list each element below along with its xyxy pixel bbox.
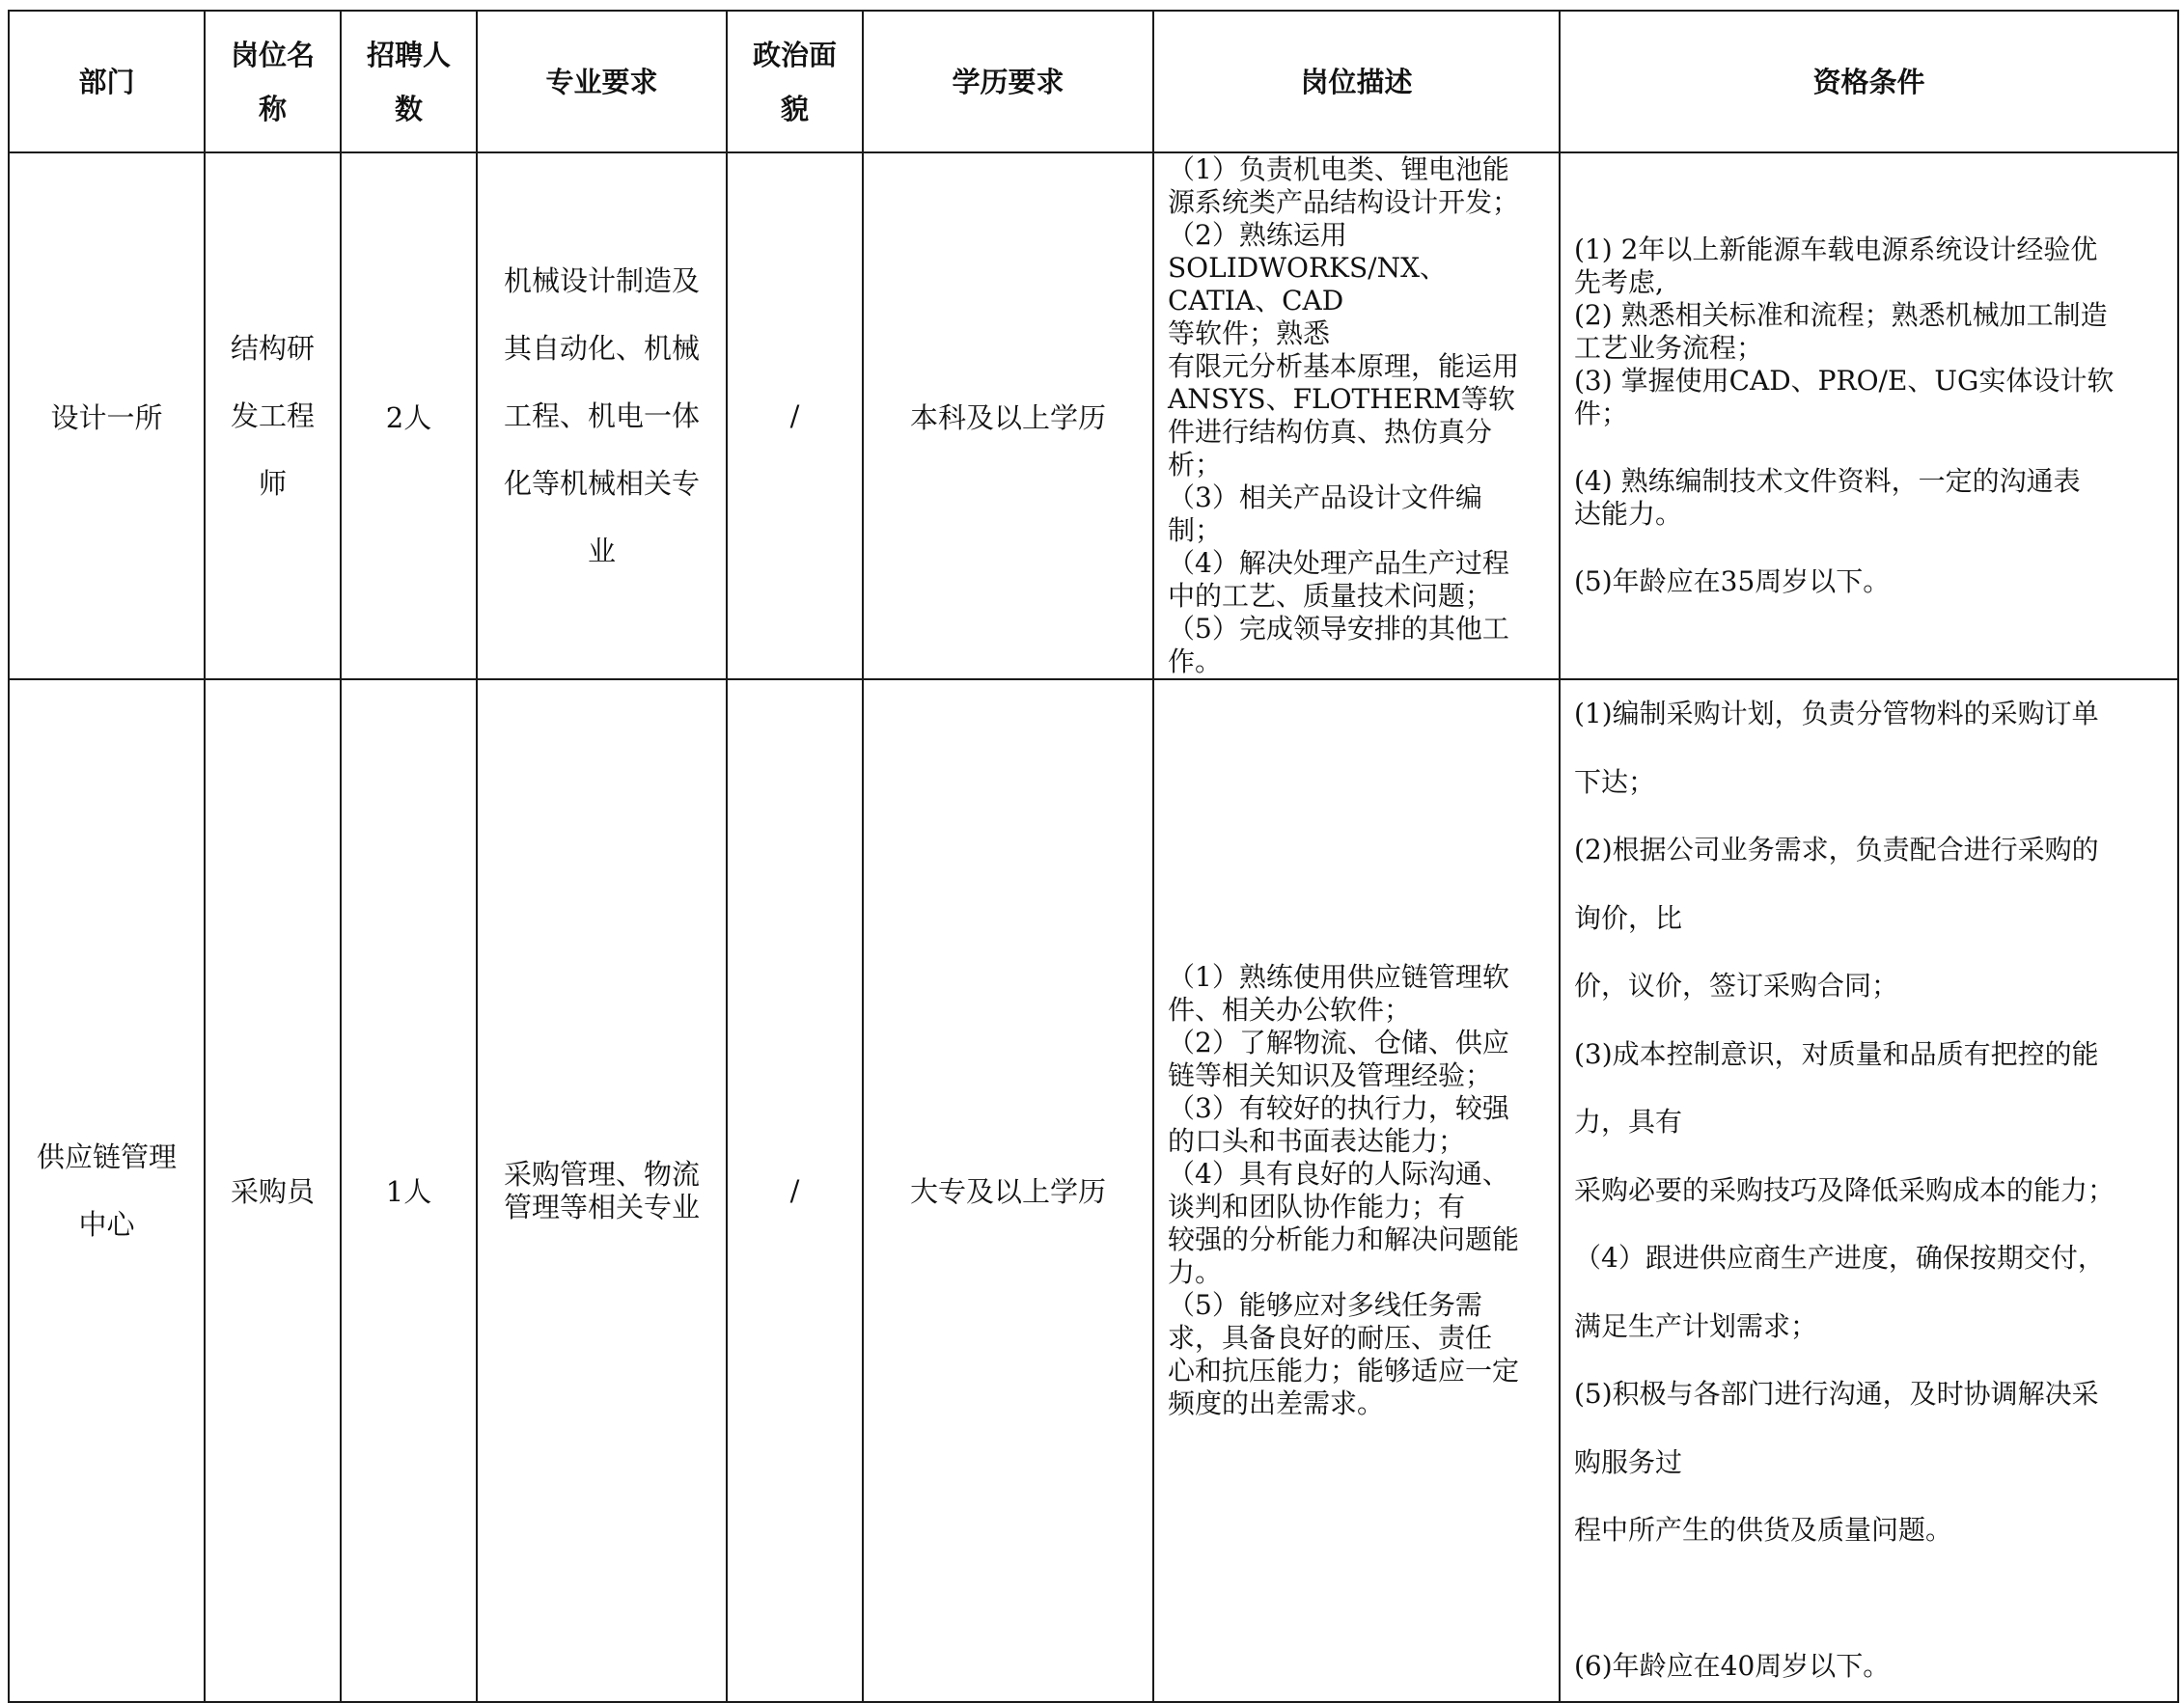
header-description: 岗位描述 [1153, 11, 1560, 152]
cell-count: 2人 [341, 152, 477, 679]
cell-description: （1）负责机电类、锂电池能 源系统类产品结构设计开发； （2）熟练运用 SOLIDWORKS/NX、CATIA、CAD 等软件；熟悉 有限元分析基本原理，能运用 ANSYS、FLOTHERM等软 件进行结构仿真、热仿真分 析； （3）相关产品设计文件编 制； （4）解决处理产品生产过程 中的工艺、质量技术问题； （5）完成领导安排的其他工 作。 [1153, 152, 1560, 679]
cell-dept: 供应链管理 中心 [9, 679, 205, 1702]
header-education: 学历要求 [863, 11, 1153, 152]
cell-politics: / [727, 152, 863, 679]
table-row [9, 152, 2178, 679]
cell-title: 采购员 [205, 679, 341, 1702]
cell-education: 本科及以上学历 [863, 152, 1153, 679]
cell-education: 大专及以上学历 [863, 679, 1153, 1702]
header-row [9, 11, 2178, 152]
header-title: 岗位名 称 [205, 11, 341, 152]
recruitment-table [8, 10, 2179, 1703]
header-major: 专业要求 [477, 11, 727, 152]
cell-major: 采购管理、物流 管理等相关专业 [477, 679, 727, 1702]
cell-count: 1人 [341, 679, 477, 1702]
header-politics: 政治面 貌 [727, 11, 863, 152]
cell-major: 机械设计制造及 其自动化、机械 工程、机电一体 化等机械相关专 业 [477, 152, 727, 679]
cell-title: 结构研 发工程 师 [205, 152, 341, 679]
cell-dept: 设计一所 [9, 152, 205, 679]
cell-qualifications: (1) 2年以上新能源车载电源系统设计经验优 先考虑, (2) 熟悉相关标准和流程；熟悉机械加工制造 工艺业务流程； (3) 掌握使用CAD、PRO/E、UG实体设计软件； (4) 熟练编制技术文件资料，一定的沟通表 达能力。 (5)年龄应在35周岁以下。 [1560, 152, 2178, 679]
header-count: 招聘人 数 [341, 11, 477, 152]
cell-description: （1）熟练使用供应链管理软 件、相关办公软件； （2）了解物流、仓储、供应 链等相关知识及管理经验； （3）有较好的执行力，较强 的口头和书面表达能力； （4）具有良好的人际沟通、 谈判和团队协作能力；有 较强的分析能力和解决问题能 力。 （5）能够应对多线任务需 求，具备良好的耐压、责任 心和抗压能力；能够适应一定 频度的出差需求。 [1153, 679, 1560, 1702]
cell-qualifications: (1)编制采购计划，负责分管物料的采购订单 下达； (2)根据公司业务需求，负责配合进行采购的 询价，比 价，议价，签订采购合同； (3)成本控制意识，对质量和品质有把控的能 力，具有 采购必要的采购技巧及降低采购成本的能力； （4）跟进供应商生产进度，确保按期交付， 满足生产计划需求； (5)积极与各部门进行沟通，及时协调解决采 购服务过 程中所产生的供货及质量问题。 (6)年龄应在40周岁以下。 [1560, 679, 2178, 1702]
header-qualifications: 资格条件 [1560, 11, 2178, 152]
table-row [9, 679, 2178, 1702]
cell-politics: / [727, 679, 863, 1702]
header-dept: 部门 [9, 11, 205, 152]
